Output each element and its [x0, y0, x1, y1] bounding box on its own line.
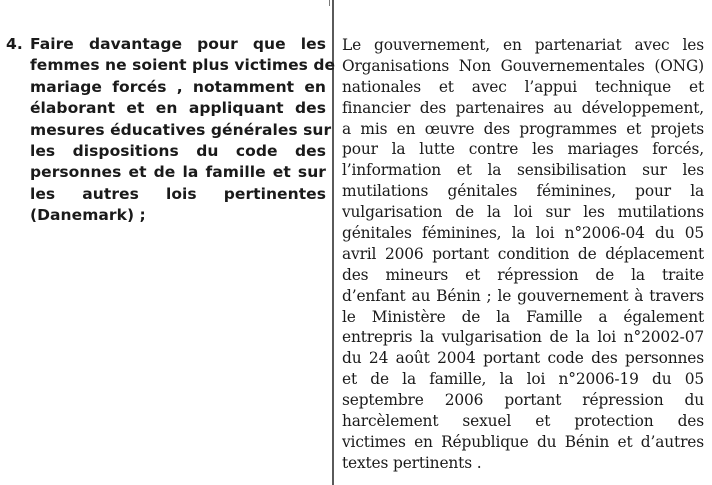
response-column — [342, 35, 704, 474]
recommendation-line: personnes et de la famille et sur — [30, 163, 326, 182]
response-line: d’enfant au Bénin ; le gouvernement à travers — [342, 286, 704, 305]
response-line: des mineurs et répression de la traite — [342, 265, 704, 284]
response-line: génitales féminines, la loi n°2006-04 du 05 — [342, 224, 704, 243]
response-line: pour la lutte contre les mariages forcés, — [342, 140, 704, 159]
response-line: le Ministère de la Famille a également — [342, 307, 704, 326]
response-line-last: textes pertinents . — [342, 453, 482, 472]
recommendation-column — [0, 34, 336, 227]
response-line: mutilations génitales féminines, pour la — [342, 182, 704, 201]
recommendation-line: Faire davantage pour que les — [30, 35, 326, 53]
response-line: financier des partenaires au développement, — [342, 98, 704, 117]
response-line: harcèlement sexuel et protection des — [342, 412, 704, 431]
response-line: et de la famille, la loi n°2006-19 du 05 — [342, 370, 704, 389]
response-line: avril 2006 portant condition de déplacement — [342, 244, 704, 263]
recommendation-line-first — [0, 34, 326, 55]
response-line: septembre 2006 portant répression du — [342, 391, 704, 410]
recommendation-line: les dispositions du code des — [30, 141, 326, 160]
recommendation-line: femmes ne soient plus victimes de — [30, 56, 336, 75]
response-line: Organisations Non Gouvernementales (ONG) — [342, 56, 704, 75]
response-line: du 24 août 2004 portant code des personnes — [342, 349, 704, 368]
response-line: nationales et avec l’appui technique et — [342, 77, 704, 96]
recommendation-number: 4. — [6, 35, 23, 53]
response-line: vulgarisation de la loi sur les mutilations — [342, 203, 704, 222]
response-line: l’information et la sensibilisation sur les — [342, 161, 704, 180]
response-line: Le gouvernement, en partenariat avec les — [342, 36, 704, 54]
recommendation-line: les autres lois pertinentes — [30, 184, 326, 203]
response-line: a mis en œuvre des programmes et projets — [342, 119, 704, 138]
recommendation-line: mariage forcés , notamment en — [30, 77, 326, 96]
recommendation-line: mesures éducatives générales sur — [30, 120, 332, 139]
response-line: victimes en République du Bénin et d’autres — [342, 432, 704, 451]
response-line: entrepris la vulgarisation de la loi n°2002-07 — [342, 328, 704, 347]
recommendation-line-last: (Danemark) ; — [30, 206, 146, 225]
recommendation-line: élaborant et en appliquant des — [30, 99, 326, 118]
top-rule-mark — [329, 0, 330, 6]
